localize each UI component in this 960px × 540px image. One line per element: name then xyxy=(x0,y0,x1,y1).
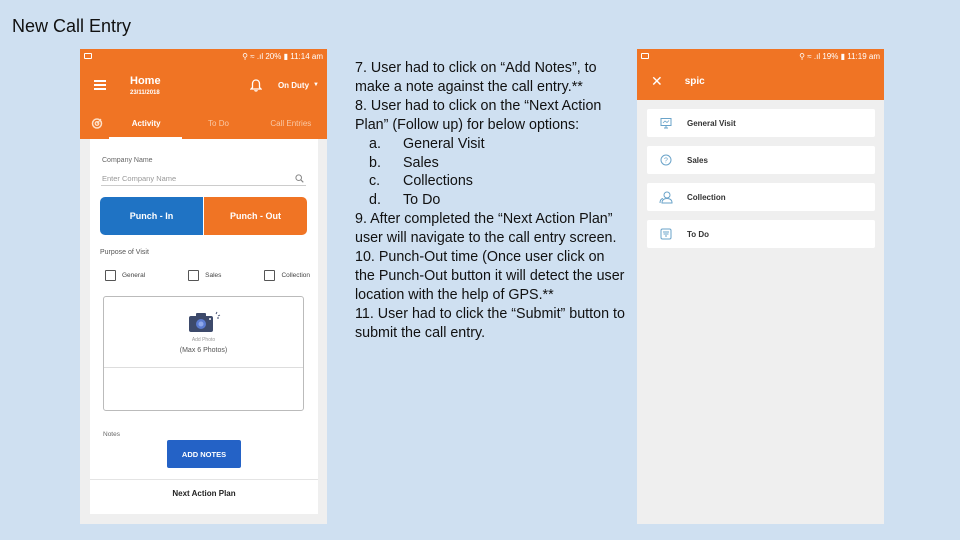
punch-in-button[interactable]: Punch - In xyxy=(100,197,203,235)
tab-activity[interactable]: Activity xyxy=(131,118,161,128)
location-icon: ⚲ xyxy=(799,51,806,61)
option-text: Sales xyxy=(403,154,439,171)
punch-out-button[interactable]: Punch - Out xyxy=(203,197,307,235)
bell-icon[interactable] xyxy=(250,79,262,92)
clock: 11:19 am xyxy=(847,51,880,61)
list-item-label: General Visit xyxy=(687,118,736,128)
call-entry-form xyxy=(90,139,318,514)
step-7: 7. User had to click on “Add Notes”, to make a note against the call entry.** xyxy=(355,60,597,95)
notes-label: Notes xyxy=(103,431,120,438)
battery-icon: ▮ xyxy=(840,51,845,61)
app-bar xyxy=(637,63,884,100)
menu-icon[interactable] xyxy=(94,80,106,90)
tab-call-entries[interactable]: Call Entries xyxy=(270,118,312,128)
checkbox-label: General xyxy=(122,272,146,279)
punch-buttons xyxy=(100,197,307,235)
option-letter: d. xyxy=(369,192,381,209)
company-name-label: Company Name xyxy=(102,157,153,164)
checkbox-collection[interactable] xyxy=(264,270,310,281)
slide-title: New Call Entry xyxy=(12,16,132,36)
photo-upload-area[interactable] xyxy=(103,296,304,411)
checkbox-general[interactable] xyxy=(105,270,145,281)
add-photo-section[interactable] xyxy=(104,297,303,368)
option-letter: b. xyxy=(369,154,381,171)
list-item-to-do[interactable] xyxy=(647,220,875,248)
question-circle-icon xyxy=(659,153,673,167)
option-text: To Do xyxy=(403,192,441,209)
next-action-plan-button[interactable]: Next Action Plan xyxy=(172,489,236,498)
step-9: 9. After completed the “Next Action Plan” user will navigate to the call entry screen. xyxy=(355,211,617,247)
company-name-placeholder: Enter Company Name xyxy=(102,173,177,183)
image-notification-icon xyxy=(84,53,92,59)
location-icon: ⚲ xyxy=(242,51,249,61)
users-icon xyxy=(659,190,673,204)
company-name-input[interactable] xyxy=(101,171,306,186)
option-letter: c. xyxy=(369,173,381,190)
list-icon xyxy=(659,227,673,241)
checkbox-label: Collection xyxy=(281,272,310,279)
phone-call-entry-screen xyxy=(80,49,327,524)
page-date: 23/11/2018 xyxy=(130,89,160,96)
status-indicators xyxy=(242,52,323,61)
list-item-general-visit[interactable] xyxy=(647,109,875,137)
list-item-label: To Do xyxy=(687,229,710,239)
option-text: General Visit xyxy=(403,135,485,152)
option-letter: a. xyxy=(369,135,381,152)
purpose-of-visit-label: Purpose of Visit xyxy=(100,249,149,256)
app-bar xyxy=(80,63,327,107)
clock: 11:14 am xyxy=(290,51,323,61)
checkbox-sales[interactable] xyxy=(188,270,221,281)
status-bar xyxy=(637,49,884,63)
list-item-collection[interactable] xyxy=(647,183,875,211)
page-title: Home xyxy=(130,74,161,87)
target-icon xyxy=(84,117,110,129)
next-action-plan-list xyxy=(647,109,875,257)
step-10: 10. Punch-Out time (Once user click on the Punch-Out button it will detect the user location with the help of GPS.** xyxy=(355,249,625,303)
step-8: 8. User had to click on the “Next Action Plan” (Follow up) for below options: xyxy=(355,97,602,133)
list-item-sales[interactable] xyxy=(647,146,875,174)
header xyxy=(80,49,327,139)
checkbox-label: Sales xyxy=(205,272,222,279)
purpose-checkboxes xyxy=(105,270,310,281)
header xyxy=(637,49,884,100)
list-item-label: Collection xyxy=(687,192,726,202)
checkbox-box[interactable] xyxy=(188,270,199,281)
status-bar xyxy=(80,49,327,63)
camera-icon[interactable] xyxy=(187,311,221,333)
tab-bar xyxy=(80,107,327,139)
max-photos-label: (Max 6 Photos) xyxy=(179,347,228,354)
home-title-block xyxy=(130,75,161,96)
tab-to-do[interactable]: To Do xyxy=(208,118,229,128)
battery-percent: 20% xyxy=(265,51,282,61)
duty-status-dropdown[interactable] xyxy=(278,81,319,90)
add-notes-button[interactable]: ADD NOTES xyxy=(167,440,241,468)
close-icon[interactable]: ✕ xyxy=(651,73,663,89)
signal-icon: ≈ .ıl xyxy=(807,51,821,61)
duty-status-label: On Duty xyxy=(277,80,310,90)
search-icon[interactable] xyxy=(295,174,304,183)
svg-text:?: ? xyxy=(664,157,668,165)
option-text: Collections xyxy=(403,173,473,190)
image-notification-icon xyxy=(641,53,649,59)
chevron-down-icon: ▼ xyxy=(313,82,319,88)
step-11: 11. User had to click the “Submit” button to submit the call entry. xyxy=(355,305,625,341)
instruction-text xyxy=(355,59,625,343)
option-d xyxy=(355,191,625,210)
presentation-icon xyxy=(659,116,673,130)
phone-next-action-plan-screen xyxy=(637,49,884,524)
battery-icon: ▮ xyxy=(283,51,288,61)
status-indicators xyxy=(799,52,880,61)
signal-icon: ≈ .ıl xyxy=(250,51,264,61)
option-a xyxy=(355,135,625,154)
battery-percent: 19% xyxy=(822,51,839,61)
list-item-label: Sales xyxy=(687,155,708,165)
page-title: spic xyxy=(684,76,705,87)
divider xyxy=(90,479,318,480)
option-c xyxy=(355,172,625,191)
checkbox-box[interactable] xyxy=(264,270,275,281)
add-photo-label: Add Photo xyxy=(191,337,216,343)
checkbox-box[interactable] xyxy=(105,270,116,281)
option-b xyxy=(355,154,625,173)
